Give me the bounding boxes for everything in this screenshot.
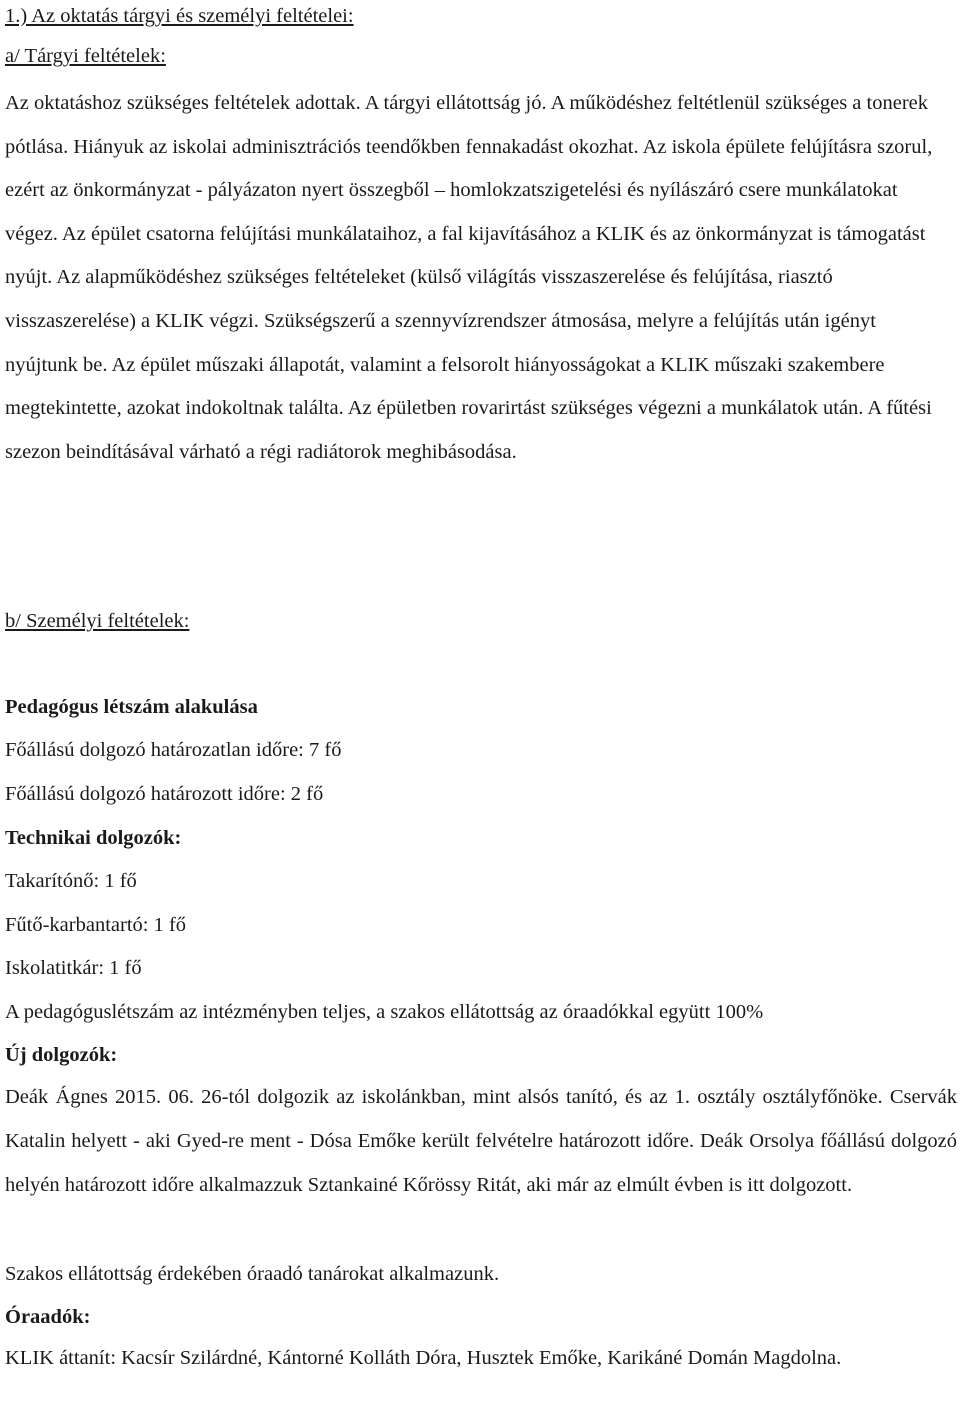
technical-line-cleaner: Takarítónő: 1 fő xyxy=(5,870,137,892)
staff-line-permanent: Főállású dolgozó határozatlan időre: 7 fő xyxy=(5,739,342,761)
personnel-conditions-heading: b/ Személyi feltételek: xyxy=(5,610,190,632)
section-heading: 1.) Az oktatás tárgyi és személyi feltételei: xyxy=(5,5,354,27)
part-time-teachers-heading: Óraadók: xyxy=(5,1306,91,1328)
technical-line-secretary: Iskolatitkár: 1 fő xyxy=(5,957,142,979)
material-conditions-heading: a/ Tárgyi feltételek: xyxy=(5,45,166,67)
teacher-headcount-heading: Pedagógus létszám alakulása xyxy=(5,696,258,718)
new-staff-heading: Új dolgozók: xyxy=(5,1044,118,1066)
part-time-teachers-paragraph: KLIK áttanít: Kacsír Szilárdné, Kántorné Kolláth Dóra, Husztek Emőke, Karikáné Domán Magdolna. xyxy=(5,1347,842,1369)
new-staff-paragraph: Deák Ágnes 2015. 06. 26-tól dolgozik az iskolánkban, mint alsós tanító, és az 1. osztály osztályfőnöke. Cservák Katalin helyett - aki Gyed-re ment - Dósa Emőke került felvételre határozott időre. Deák Orsolya főállású dolgozó helyén határozott időre alkalmazzuk Sztankainé Kőrössy Ritát, aki már az elmúlt évben is itt dolgozott. xyxy=(5,1086,957,1196)
staff-line-fixed-term: Főállású dolgozó határozott időre: 2 fő xyxy=(5,783,324,805)
coverage-line: A pedagóguslétszám az intézményben teljes, a szakos ellátottság az óraadókkal együtt 100% xyxy=(5,1001,764,1023)
material-conditions-paragraph: Az oktatáshoz szükséges feltételek adottak. A tárgyi ellátottság jó. A működéshez feltétlenül szükséges a tonerek pótlása. Hiányuk az iskolai adminisztrációs teendőkben fennakadást okozhat. Az iskola épülete felújításra szorul, ezért az önkormányzat - pályázaton nyert összegből – homlokzatszigetelési és nyílászáró csere munkálatokat végez. Az épület csatorna felújítási munkálataihoz, a fal kijavításához a KLIK és az önkormányzat is támogatást nyújt. Az alapműködéshez szükséges feltételeket (külső világítás visszaszerelése és felújítása, riasztó visszaszerelése) a KLIK végzi. Szükségszerű a szennyvízrendszer átmosása, melyre a felújítás után igényt nyújtunk be. Az épület műszaki állapotát, valamint a felsorolt hiányosságokat a KLIK műszaki szakembere megtekintette, azokat indokoltnak találta. Az épületben rovarirtást szükséges végezni a munkálatok után. A fűtési szezon beindításával várható a régi radiátorok meghibásodása. xyxy=(5,92,933,463)
hiring-line: Szakos ellátottság érdekében óraadó tanárokat alkalmazunk. xyxy=(5,1263,500,1285)
technical-staff-heading: Technikai dolgozók: xyxy=(5,827,182,849)
technical-line-maintenance: Fűtő-karbantartó: 1 fő xyxy=(5,914,187,936)
